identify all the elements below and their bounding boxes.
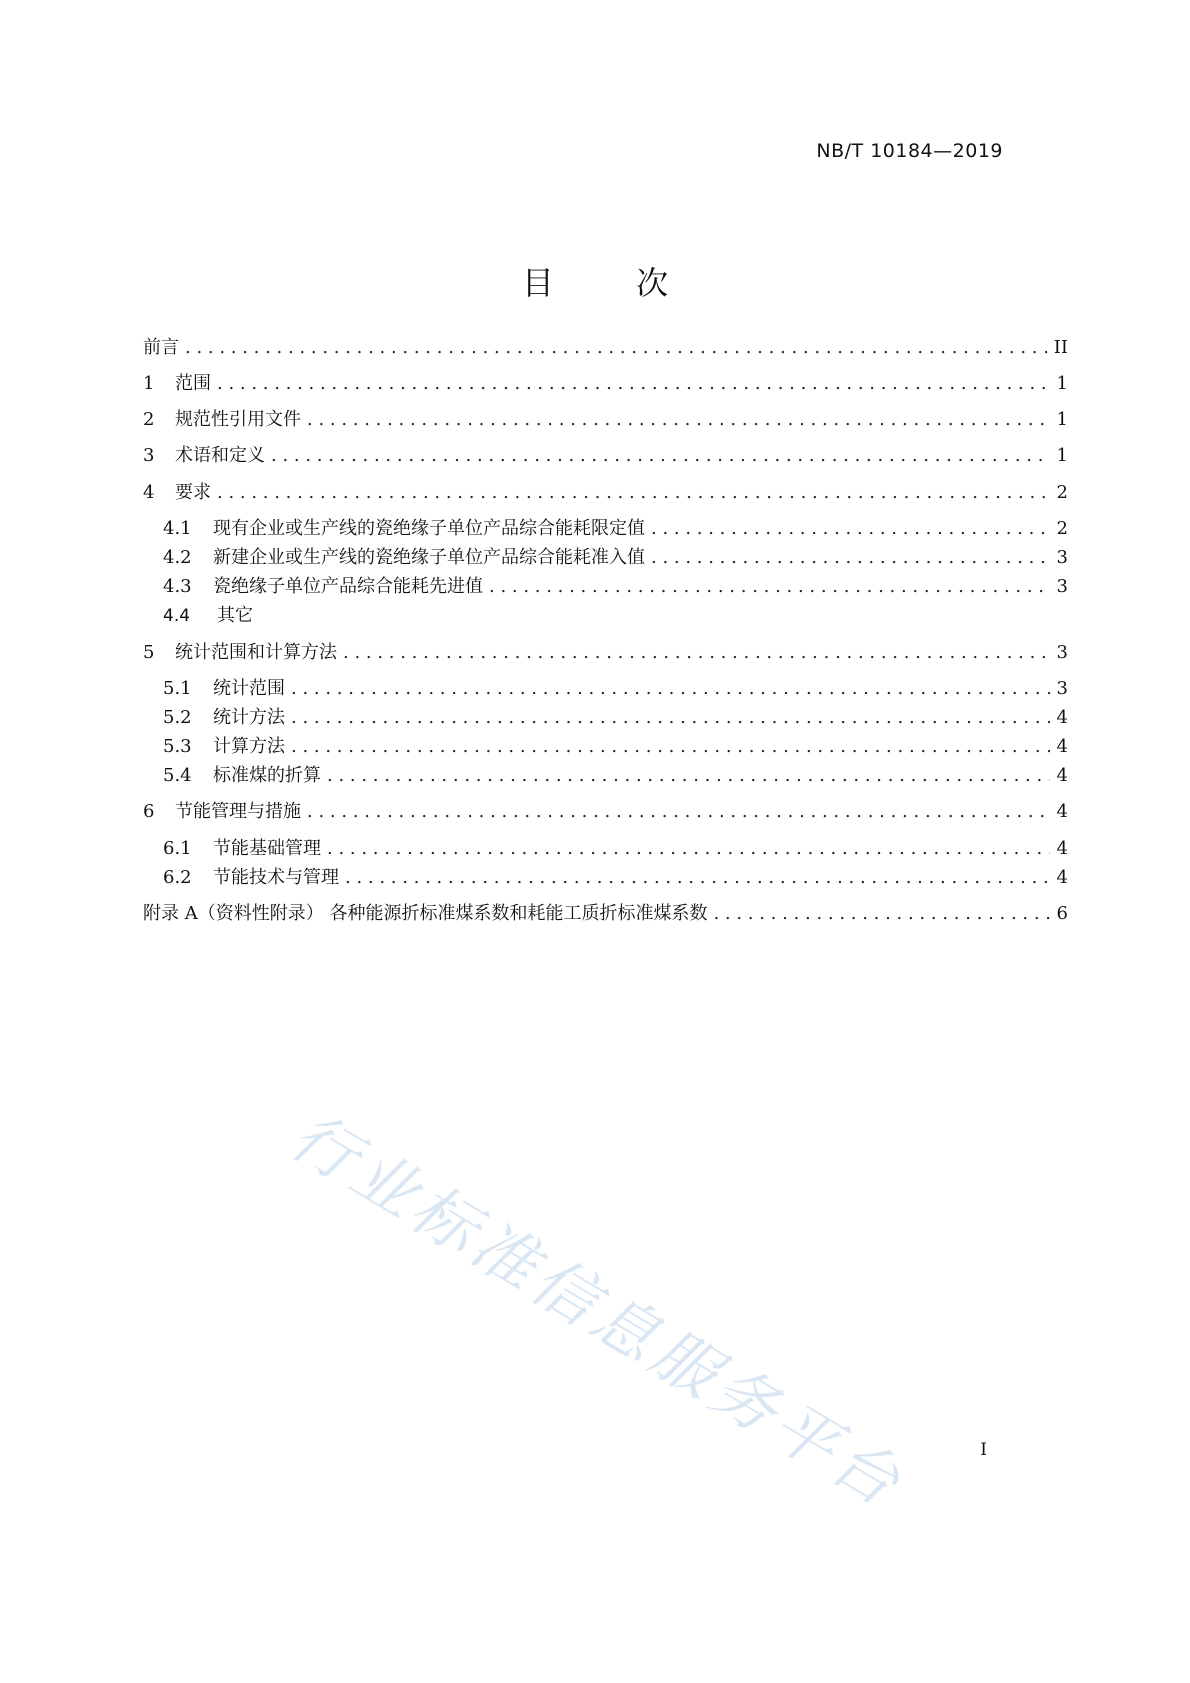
toc-entry-5[interactable] — [143, 640, 1068, 666]
toc-num: 4 — [143, 482, 155, 503]
toc-page: 4 — [1056, 801, 1068, 822]
toc-num: 4.2 — [163, 547, 192, 568]
toc-label: 统计范围 — [213, 678, 285, 699]
toc-entry-6[interactable] — [143, 799, 1068, 825]
dot-leader — [651, 516, 1050, 542]
toc-label: 前言 — [143, 337, 179, 358]
toc-page: 4 — [1056, 838, 1068, 859]
toc-num: 2 — [143, 409, 155, 430]
toc-num: 4.4 — [163, 606, 191, 626]
dot-leader — [343, 640, 1050, 666]
toc-entry-4-3[interactable] — [163, 574, 1068, 600]
toc-label: 节能技术与管理 — [213, 867, 339, 888]
toc-label: 计算方法 — [213, 736, 285, 757]
dot-leader — [217, 371, 1050, 397]
dot-leader — [271, 443, 1050, 469]
dot-leader — [185, 335, 1048, 361]
toc-label: 要求 — [175, 482, 211, 503]
toc-page: 3 — [1056, 576, 1068, 597]
toc-label: 范围 — [175, 373, 211, 394]
toc-num: 6 — [143, 801, 155, 822]
toc-num: 6.1 — [163, 838, 192, 859]
dot-leader — [651, 545, 1050, 571]
toc-label: 节能基础管理 — [213, 838, 321, 859]
toc-label: 统计方法 — [213, 707, 285, 728]
toc-label: 瓷绝缘子单位产品综合能耗先进值 — [213, 576, 483, 597]
toc-page: 2 — [1056, 518, 1068, 539]
toc-page: 4 — [1056, 867, 1068, 888]
toc-label: 标准煤的折算 — [213, 765, 321, 786]
standard-code: NB/T 10184—2019 — [816, 140, 1003, 162]
toc-page: 3 — [1056, 547, 1068, 568]
toc-num: 1 — [143, 373, 155, 394]
dot-leader — [291, 676, 1050, 702]
toc-page: II — [1053, 337, 1068, 358]
dot-leader — [291, 705, 1050, 731]
toc-num: 4.1 — [163, 518, 192, 539]
toc-label: 术语和定义 — [175, 445, 265, 466]
dot-leader — [327, 836, 1050, 862]
toc-num: 5.1 — [163, 678, 192, 699]
toc-entry-3[interactable] — [143, 443, 1068, 469]
dot-leader — [489, 574, 1050, 600]
toc-label: 附录 A（资料性附录） 各种能源折标准煤系数和耗能工质折标准煤系数 — [143, 903, 708, 924]
toc-num: 3 — [143, 445, 155, 466]
dot-leader — [291, 734, 1050, 760]
toc-page: 4 — [1056, 736, 1068, 757]
toc-entry-1[interactable] — [143, 371, 1068, 397]
toc-entry-4-2[interactable] — [163, 545, 1068, 571]
page-number: I — [980, 1440, 987, 1460]
dot-leader — [713, 901, 1050, 927]
toc-page: 4 — [1056, 765, 1068, 786]
toc-entry-4[interactable] — [143, 480, 1068, 506]
toc-num: 5.3 — [163, 736, 192, 757]
toc-entry-2[interactable] — [143, 407, 1068, 433]
toc-label: 现有企业或生产线的瓷绝缘子单位产品综合能耗限定值 — [213, 518, 645, 539]
toc-page: 1 — [1056, 445, 1068, 466]
toc-num: 5 — [143, 642, 155, 663]
dot-leader — [327, 763, 1050, 789]
toc-label: 其它 — [217, 605, 253, 626]
toc-num: 5.2 — [163, 707, 192, 728]
toc-entry-annex-a[interactable] — [143, 901, 1068, 927]
toc-title: 目 次 — [521, 264, 705, 302]
dot-leader — [307, 799, 1050, 825]
toc-entry-5-4[interactable] — [163, 763, 1068, 789]
toc-label: 规范性引用文件 — [175, 409, 301, 430]
toc-page: 6 — [1056, 903, 1068, 924]
toc-entry-foreword[interactable] — [143, 335, 1068, 361]
toc-label: 节能管理与措施 — [175, 801, 301, 822]
dot-leader — [345, 865, 1050, 891]
toc-page: 2 — [1056, 482, 1068, 503]
dot-leader — [217, 480, 1050, 506]
toc-label: 新建企业或生产线的瓷绝缘子单位产品综合能耗准入值 — [213, 547, 645, 568]
toc-page: 1 — [1056, 409, 1068, 430]
watermark: 行业标准信息服务平台 — [277, 1099, 916, 1524]
toc-num: 5.4 — [163, 765, 192, 786]
toc-page: 3 — [1056, 642, 1068, 663]
toc-entry-6-1[interactable] — [163, 836, 1068, 862]
toc-entry-5-3[interactable] — [163, 734, 1068, 760]
toc-entry-6-2[interactable] — [163, 865, 1068, 891]
toc-num: 4.3 — [163, 576, 192, 597]
toc-page: 1 — [1056, 373, 1068, 394]
toc-entry-5-2[interactable] — [163, 705, 1068, 731]
toc-page: 3 — [1056, 678, 1068, 699]
toc-entry-4-1[interactable] — [163, 516, 1068, 542]
dot-leader — [307, 407, 1050, 433]
toc-num: 6.2 — [163, 867, 192, 888]
toc-entry-5-1[interactable] — [163, 676, 1068, 702]
toc-label: 统计范围和计算方法 — [175, 642, 337, 663]
toc-entry-4-4[interactable] — [163, 603, 1068, 629]
toc-page: 4 — [1056, 707, 1068, 728]
